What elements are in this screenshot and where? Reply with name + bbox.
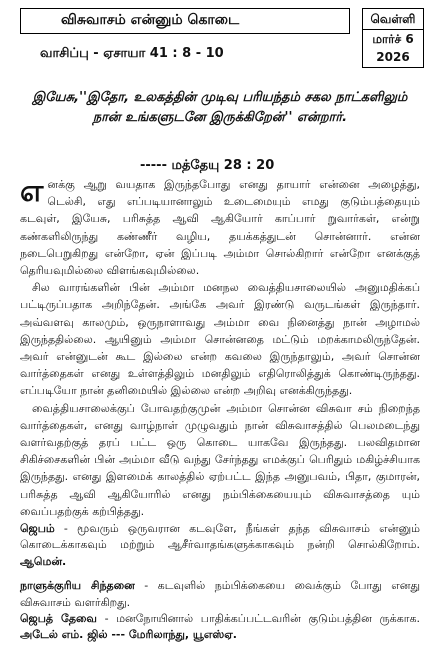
need-label: ஜெபத் தேவை [20, 612, 97, 626]
need-text: - மனநோயினால் பாதிக்கப்பட்டவரின் குடும்பத்தின ருக்காக. [96, 612, 421, 626]
page-title: விசுவாசம் என்னும் கொடை [61, 12, 240, 28]
prayer-section [20, 521, 420, 644]
prayer-text: - மூவரும் ஒருவரான கடவுளே, நீங்கள் தந்த விசுவாசம் என்னும் கொடைக்காகவும் மற்றும் ஆசீர்வாதங்களுக்காகவும் நன்றி சொல்கிறோம். [20, 522, 420, 552]
date-box [362, 8, 424, 68]
devotional-body [20, 176, 420, 520]
prayer-amen: ஆமென். [20, 554, 67, 568]
paragraph-1 [20, 176, 420, 279]
prayer [20, 521, 420, 570]
date-day: வெள்ளி [363, 9, 423, 30]
thought-for-day [20, 578, 420, 611]
paragraph-2: சில வாரங்களின் பின் அம்மா மனநல வைத்தியசாலையில் அனுமதிக்கப் பட்டிருப்பதாக அறிந்தேன். அங்கே அவர் இரண்டு வருடங்கள் இருந்தார். அவ்வளவு காலமும், ஒருநாளாவது அம்மா வை நினைத்து நான் அழாமல் இருந்ததில்லை. ஆயினும் அம்மா சொன்னதை மட்டும் மறக்காமலிருந்தேன். அவர் என்னுடன் கூட இல்லை என்ற கவலை இருந்தாலும், அவர் சொன்ன வார்த்தைகள் எனது உள்ளத்திலும் மனதிலும் எதிரொலித்துக் கொண்டிருந்தது. எப்படியோ நான் தனிமையில் இல்லை என்ற அறிவு எனக்கிருந்தது. [20, 281, 420, 398]
scripture-reading: வாசிப்பு - ஏசாயா 41 : 8 - 10 [40, 46, 224, 61]
drop-cap: எ [20, 174, 44, 209]
date-year: 2026 [376, 50, 410, 64]
paragraph-1-text: னக்கு ஆறு வயதாக இருந்தபோது எனது தாயார் என்னை அழைத்து, டெல்சி, எது எப்படியானாலும் உடைமையும் எமது குடும்பத்தையும் கடவுள், இயேசு, பரிசுத்த ஆவி ஆகியோர் காப்பார் றுவார்கள், என்று கண்களிலிருந்து கண்ணீர் வழிய, தயக்கத்துடன் சொன்னார். என்ன நடைபெறுகிறது என்றோ, ஏன் இப்படி அம்மா சொல்கிறார் என்றோ எனக்குத் தெரியவுமில்லை விளங்கவுமில்லை. [20, 178, 420, 278]
thought-label: நாளுக்குரிய சிந்தனை [20, 579, 135, 593]
prayer-label: ஜெபம் [20, 522, 55, 535]
thought-text: - கடவுளில் நம்பிக்கையை வைக்கும் போது எனது விசுவாசம் வளர்கிறது. [20, 579, 420, 609]
author-credit: அடேல் எம். ஜில் --- மேரிலாந்து, யூஎஸ்ஏ. [20, 628, 237, 642]
prayer-need [20, 611, 420, 644]
page-title-box [20, 8, 350, 34]
verse-reference: ----- மத்தேயு 28 : 20 [140, 158, 275, 173]
paragraph-3: வைத்தியசாலைக்குப் போவதற்குமுன் அம்மா சொன்ன விசுவா சம் நிறைந்த வார்த்தைகள், எனது வாழ்நாள் முழுவதும் நான் விசுவாசத்தில் பெலமடைந்து வளர்வதற்குத் தரப் பட்ட ஒரு கொடை யாகவே இருந்தது. பலவிதமான சிகிச்சைகளின் பின் அம்மா வீடு வந்து சேர்ந்தது எமக்குப் பெரிதும் மகிழ்ச்சியாக இருந்தது. எனது இளமைக் காலத்தில் ஏற்பட்ட இந்த அனுபவம், பிதா, குமாரன், பரிசுத்த ஆவி ஆகியோரில் எனது நம்பிக்கையையும் விசுவாசத்தை யும் வைப்பதற்குக் கற்பித்தது. [20, 401, 420, 518]
key-verse-quote: இயேசு,''இதோ, உலகத்தின் முடிவு பரியந்தம் சகல நாட்களிலும் நான் உங்களுடனே இருக்கிறேன்'' என்றார். [32, 90, 408, 125]
date-month: மார்ச் 6 [372, 32, 414, 46]
